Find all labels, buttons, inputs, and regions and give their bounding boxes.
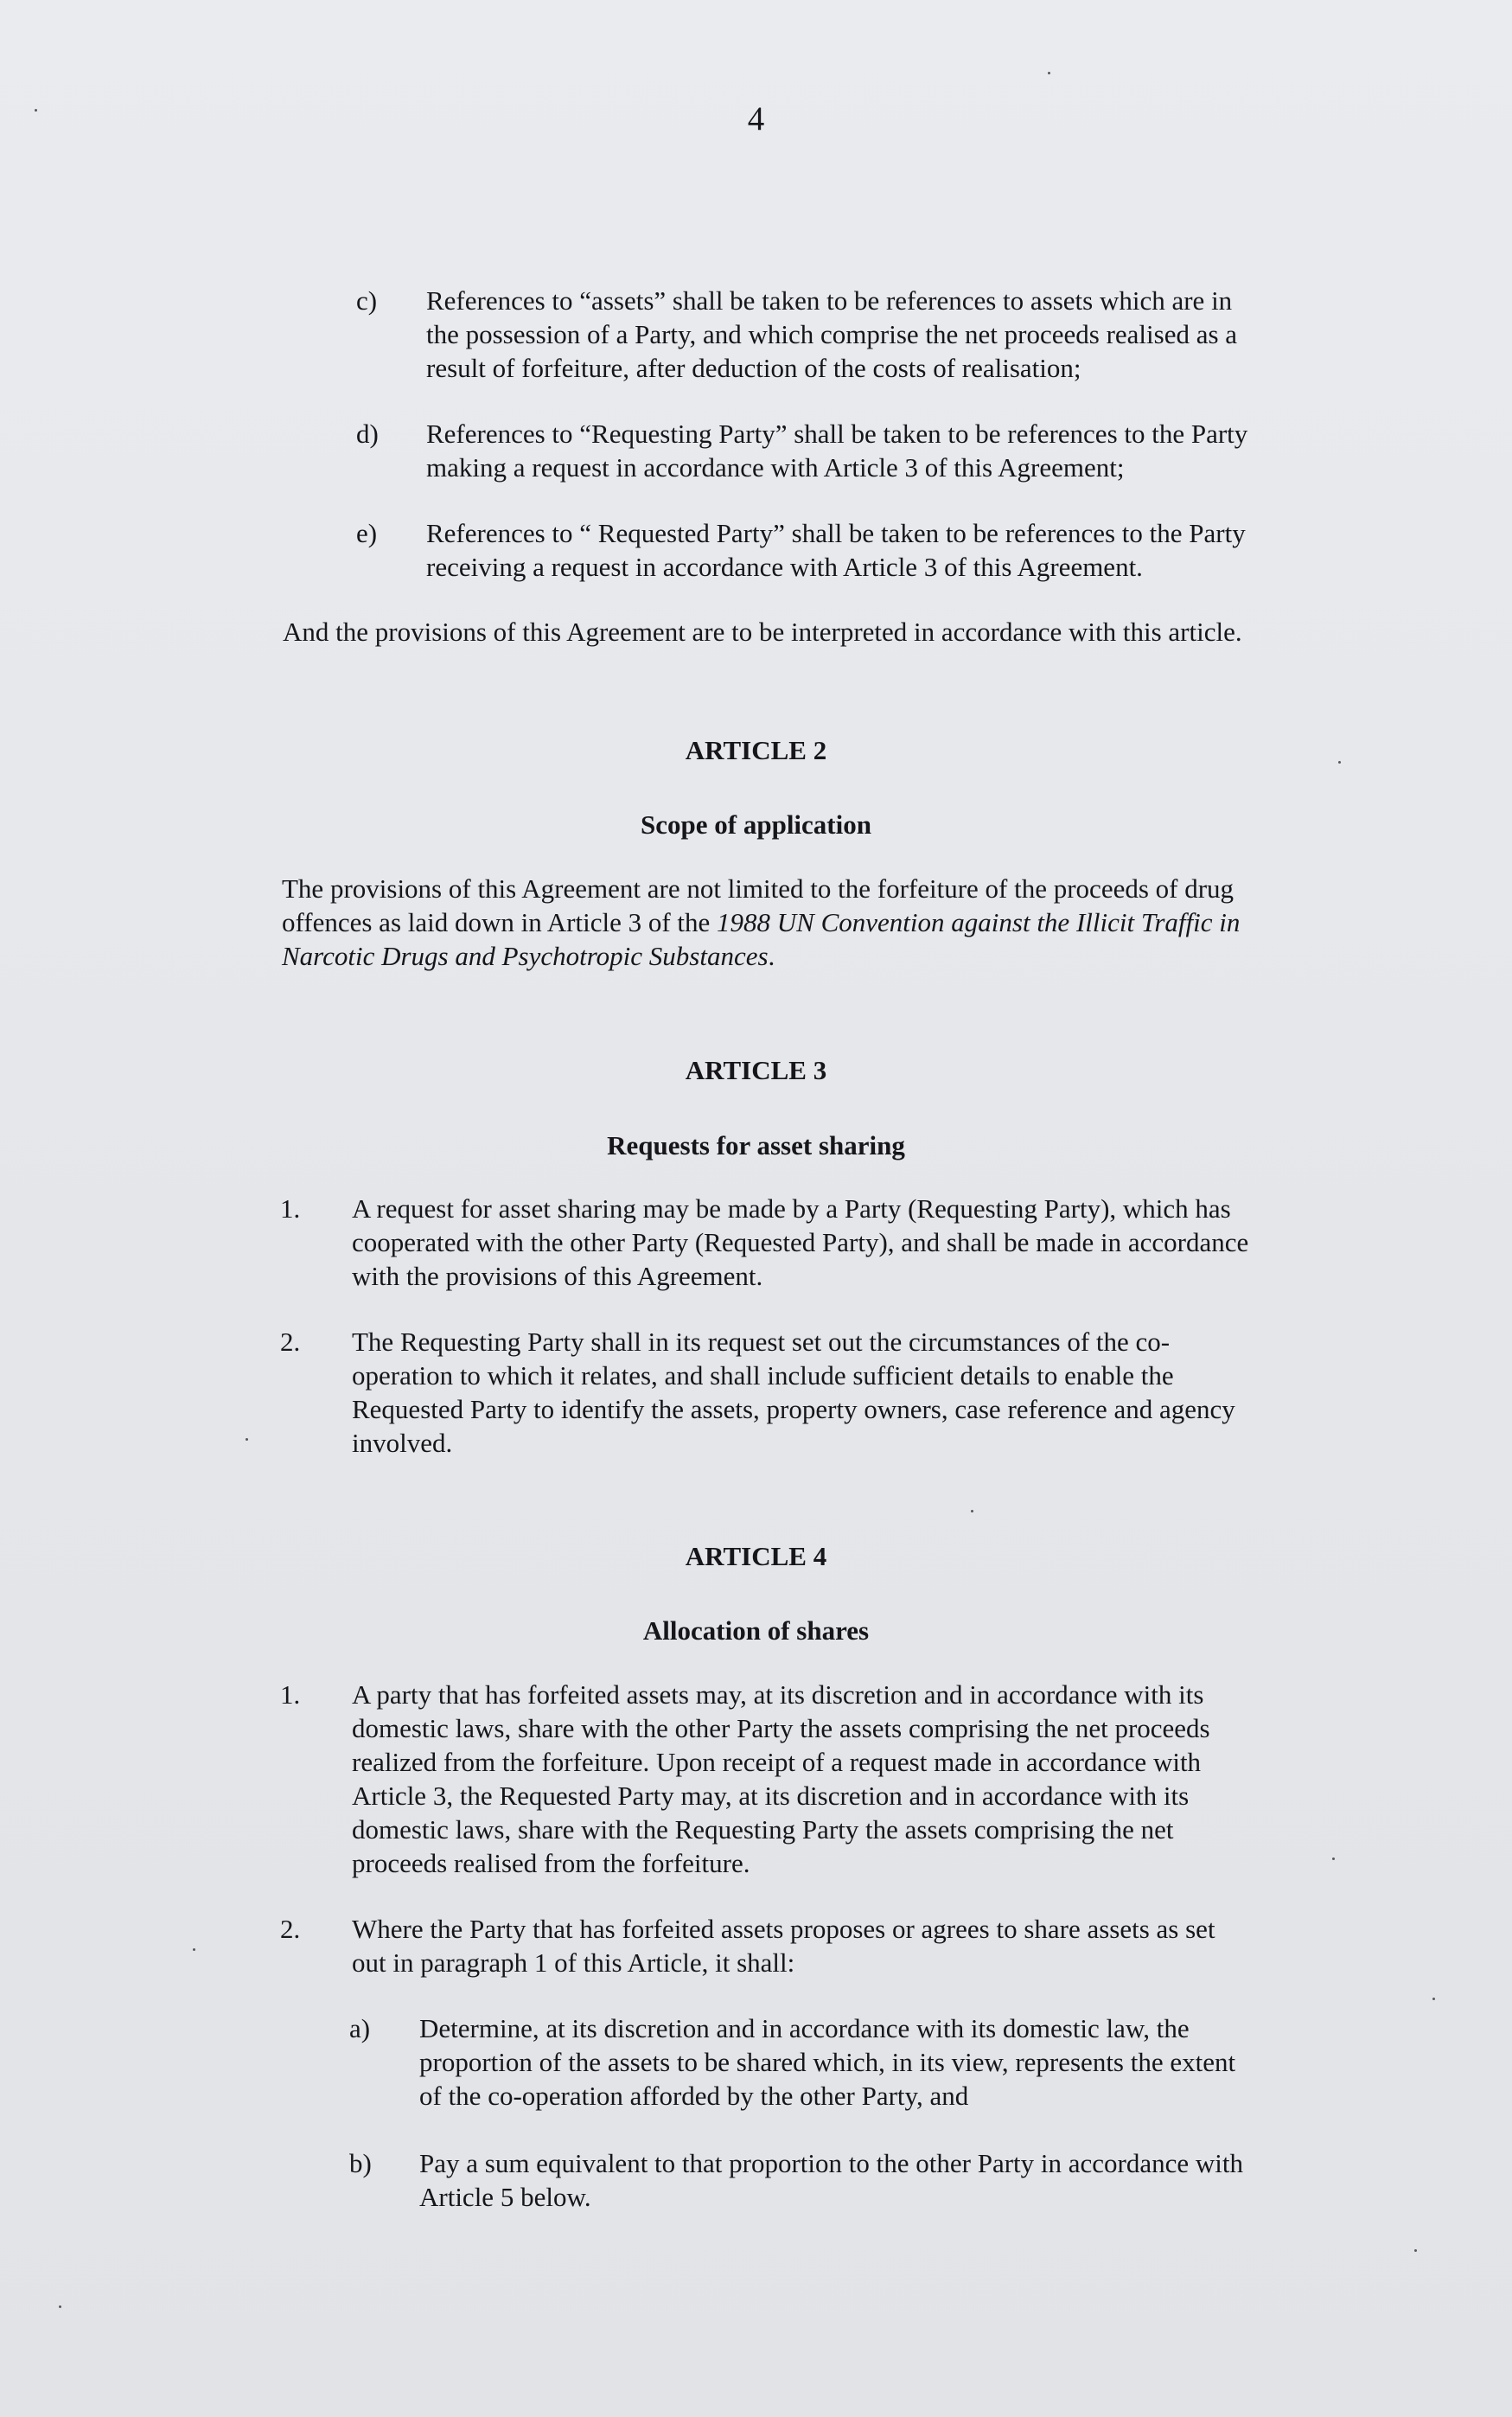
text-line: receiving a request in accordance with Article 3 of this Agreement. — [426, 552, 1143, 582]
scan-speck — [59, 2305, 61, 2308]
text-line: making a request in accordance with Article 3 of this Agreement; — [426, 452, 1125, 483]
text-line: of the co-operation afforded by the other Party, and — [419, 2081, 969, 2111]
article-2-paragraph — [282, 872, 1440, 973]
text-line: Determine, at its discretion and in accordance with its domestic law, the — [419, 2013, 1190, 2043]
scan-speck — [193, 1948, 195, 1951]
scan-speck — [1332, 1858, 1335, 1860]
text-line: proceeds realised from the forfeiture. — [352, 1848, 750, 1878]
article-2-heading: ARTICLE 2 — [685, 735, 827, 765]
text-line: Article 3, the Requested Party may, at its discretion and in accordance with its — [352, 1781, 1190, 1811]
article-3-item-2 — [280, 1325, 1439, 1463]
item-text — [352, 1192, 1432, 1293]
text-line: Pay a sum equivalent to that proportion to the other Party in accordance with — [419, 2148, 1243, 2178]
item-text — [352, 1912, 1432, 1979]
article-3-title: Requests for asset sharing — [607, 1130, 905, 1161]
text-line: Where the Party that has forfeited assets proposes or agrees to share assets as set — [352, 1914, 1215, 1944]
text-line: References to “assets” shall be taken to be references to assets which are in — [426, 285, 1233, 316]
text-line: Requested Party to identify the assets, property owners, case reference and agency — [352, 1394, 1235, 1424]
text-line: proportion of the assets to be shared which, in its view, represents the extent — [419, 2047, 1236, 2077]
convention-title: 1988 UN Convention against the Illicit Traffic in — [717, 907, 1241, 937]
definition-label: c) — [356, 285, 378, 316]
item-text — [352, 1325, 1432, 1460]
article-4-item-1 — [280, 1678, 1439, 1885]
definition-item-e — [356, 516, 1376, 585]
definition-item-c — [356, 284, 1376, 387]
article-4-subitem-a — [349, 2011, 1439, 2115]
definition-text — [426, 516, 1377, 584]
text-span: . — [768, 941, 775, 971]
text-line: cooperated with the other Party (Requested Party), and shall be made in accordance — [352, 1227, 1249, 1257]
scan-speck — [971, 1510, 973, 1512]
subitem-text — [419, 2011, 1431, 2113]
text-line: with the provisions of this Agreement. — [352, 1261, 763, 1291]
scan-speck — [1048, 72, 1050, 74]
text-line: involved. — [352, 1428, 453, 1458]
definition-item-d — [356, 417, 1376, 486]
text-line: operation to which it relates, and shall include sufficient details to enable the — [352, 1360, 1174, 1391]
article-3-heading: ARTICLE 3 — [685, 1055, 827, 1085]
text-line: A party that has forfeited assets may, at its discretion and in accordance with its — [352, 1679, 1204, 1710]
article-3-item-1 — [280, 1192, 1439, 1295]
text-line: A request for asset sharing may be made by a Party (Requesting Party), which has — [352, 1193, 1231, 1224]
article-4-heading: ARTICLE 4 — [685, 1541, 827, 1571]
scan-speck — [35, 109, 37, 112]
text-line: the possession of a Party, and which comprise the net proceeds realised as a — [426, 319, 1238, 349]
item-number: 2. — [280, 1914, 301, 1944]
scan-speck — [1338, 761, 1341, 764]
item-number: 1. — [280, 1679, 301, 1710]
article-4-item-2 — [280, 1912, 1439, 1981]
text-line: out in paragraph 1 of this Article, it shall: — [352, 1947, 795, 1978]
subitem-text — [419, 2146, 1431, 2214]
definition-text — [426, 284, 1377, 385]
text-line: References to “ Requested Party” shall be taken to be references to the Party — [426, 518, 1246, 548]
item-text — [352, 1678, 1432, 1880]
text-line: The provisions of this Agreement are not limited to the forfeiture of the proceeds of drug — [282, 873, 1234, 904]
closing-sentence: And the provisions of this Agreement are to be interpreted in accordance with this article. — [283, 617, 1242, 647]
text-line: Article 5 below. — [419, 2182, 591, 2212]
definition-label: d) — [356, 419, 379, 449]
text-line: result of forfeiture, after deduction of the costs of realisation; — [426, 353, 1081, 383]
scan-speck — [1414, 2249, 1417, 2252]
article-4-title: Allocation of shares — [642, 1615, 870, 1646]
item-number: 1. — [280, 1193, 301, 1224]
text-line: The Requesting Party shall in its request set out the circumstances of the co- — [352, 1327, 1171, 1357]
text-line: domestic laws, share with the Requesting Party the assets comprising the net — [352, 1814, 1174, 1845]
text-line — [282, 905, 1440, 939]
definition-text — [426, 417, 1377, 484]
item-number: 2. — [280, 1327, 301, 1357]
text-line: domestic laws, share with the other Party the assets comprising the net proceeds — [352, 1713, 1210, 1743]
scan-speck — [1432, 1998, 1435, 2000]
definition-label: e) — [356, 518, 378, 548]
text-span: offences as laid down in Article 3 of the — [282, 907, 718, 937]
text-line — [282, 939, 1440, 973]
subitem-label: b) — [349, 2148, 372, 2178]
article-2-title: Scope of application — [641, 809, 871, 840]
convention-title: Narcotic Drugs and Psychotropic Substances — [282, 941, 769, 971]
scan-speck — [246, 1438, 248, 1441]
text-line: References to “Requesting Party” shall be taken to be references to the Party — [426, 419, 1248, 449]
subitem-label: a) — [349, 2013, 371, 2043]
page-number: 4 — [747, 100, 765, 137]
text-line: realized from the forfeiture. Upon receipt of a request made in accordance with — [352, 1747, 1202, 1777]
article-4-subitem-b — [349, 2146, 1439, 2216]
